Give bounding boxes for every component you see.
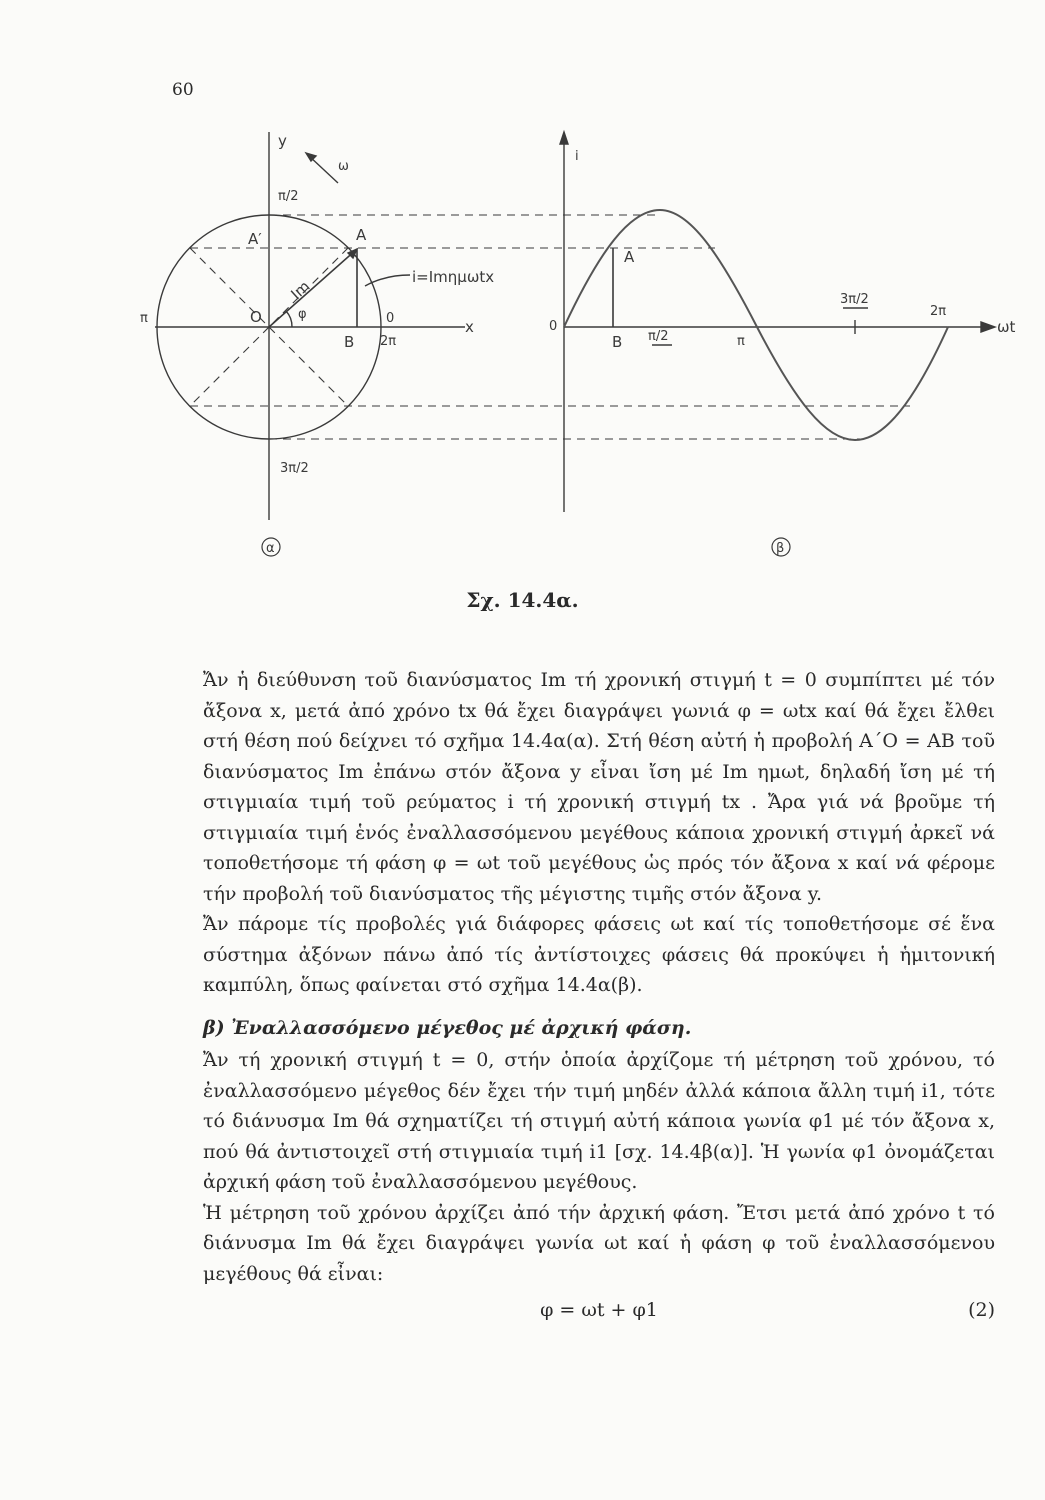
panel-b-label: β <box>776 541 785 556</box>
label-zero: 0 <box>386 311 395 326</box>
figure-14-4a <box>0 0 1045 640</box>
label-b: B <box>344 333 355 351</box>
paragraph-4: Ἡ μέτρηση τοῦ χρόνου ἀρχίζει ἀπό τήν ἀρχική φάση. Ἔτσι μετά ἀπό χρόνο t τό διάνυσμα Im θά ἔχει διαγράψει γωνία ωt καί ἡ φάση φ τοῦ ἐναλλασσόμενου μεγέθους θά εἶναι: <box>203 1201 995 1285</box>
label-three-pi-half: 3π/2 <box>280 461 309 476</box>
body-text <box>203 665 995 1326</box>
label-pi-left: π <box>140 311 148 326</box>
label-o: O <box>250 308 262 326</box>
paragraph-3: Ἄν τή χρονική στιγμή t = 0, στήν ὁποία ἀρχίζομε τή μέτρηση τοῦ χρόνου, τό ἐναλλασσόμενο μέγεθος δέν ἔχει τήν τιμή μηδέν ἀλλά κάποια ἄλλη τιμή i1, τότε τό διάνυσμα Im θά σχηματίζει τή στιγμή αὐτή κάποια γωνία φ1 μέ τόν ἄξονα x, πού θά ἀντιστοιχεῖ στή στιγμιαία τιμή i1 [σχ. 14.4β(α)]. Ἡ γωνία φ1 ὀνομάζεται ἀρχική φάση τοῦ ἐναλλασσόμενου μεγέθους. <box>203 1049 995 1193</box>
label-two-pi: 2π <box>380 334 397 349</box>
i-axis-arrow <box>560 132 568 144</box>
label-a-prime: A′ <box>248 230 262 248</box>
label-formula: i=Imημωtx <box>412 268 495 286</box>
formula-number: (2) <box>968 1299 995 1321</box>
section-heading: β) Ἐναλλασσόμενο μέγεθος μέ ἀρχική φάση. <box>203 1016 692 1039</box>
label-pi-half: π/2 <box>278 189 299 204</box>
phi-arc <box>286 311 292 327</box>
label-phi: φ <box>298 307 307 322</box>
label-i: i <box>575 149 579 164</box>
label-three-pi-over-2: 3π/2 <box>840 292 869 307</box>
label-x: x <box>465 318 474 336</box>
formula-text: φ = ωt + φ1 <box>540 1299 658 1321</box>
paragraph-1: Ἄν ἡ διεύθυνση τοῦ διανύσματος Im τή χρονική στιγμή t = 0 συμπίπτει μέ τόν ἄξονα x, μετά ἀπό χρόνο tx θά ἔχει διαγράψει γωνιά φ = ωtx καί θά ἔχει ἔλθει στή θέση πού δείχνει τό σχῆμα 14.4α(α). Στή θέση αὐτή ἡ προβολή A΄O = AB τοῦ διανύσματος Im ἐπάνω στόν ἄξονα y εἶναι ἴση μέ Im ημωt, δηλαδή ἴση μέ τή στιγμιαία τιμή τοῦ ρεύματος i τή χρονική στιγμή tx . Ἄρα γιά νά βροῦμε τή στιγμιαία τιμή ἑνός ἐναλλασσόμενου μεγέθους κάποια χρονική στιγμή ἀρκεῖ νά τοποθετήσομε τή φάση φ = ωt τοῦ μεγέθους ὡς πρός τόν ἄξονα x καί νά φέρομε τήν προβολή τοῦ διανύσματος τῆς μέγιστης τιμῆς στόν ἄξονα y. <box>203 669 995 905</box>
label-y: y <box>278 132 287 150</box>
label-two-pi-b: 2π <box>930 304 947 319</box>
label-a: A <box>356 226 367 244</box>
formula-2 <box>203 1295 995 1326</box>
wt-axis-arrow <box>981 322 995 332</box>
label-a-b: A <box>624 248 635 266</box>
page-number: 60 <box>172 80 194 100</box>
label-pi-b: π <box>737 334 745 349</box>
omega-arrowhead <box>306 153 316 161</box>
label-omega: ω <box>338 159 349 174</box>
label-im: Im <box>287 277 314 304</box>
label-origin: 0 <box>549 319 558 334</box>
label-pi-over-2: π/2 <box>648 329 669 344</box>
im-vector <box>269 249 357 327</box>
label-b-b: B <box>612 333 623 351</box>
label-wt: ωt <box>997 318 1016 336</box>
paragraph-2: Ἄν πάρομε τίς προβολές γιά διάφορες φάσεις ωt καί τίς τοποθετήσομε σέ ἕνα σύστημα ἀξόνων πάνω ἀπό τίς ἀντίστοιχες φάσεις θά προκύψει ἡ ἡμιτονική καμπύλη, ὅπως φαίνεται στό σχῆμα 14.4α(β). <box>203 913 995 996</box>
panel-a-label: α <box>266 541 275 556</box>
figure-caption: Σχ. 14.4α. <box>466 588 579 612</box>
formula-leader <box>365 275 410 286</box>
